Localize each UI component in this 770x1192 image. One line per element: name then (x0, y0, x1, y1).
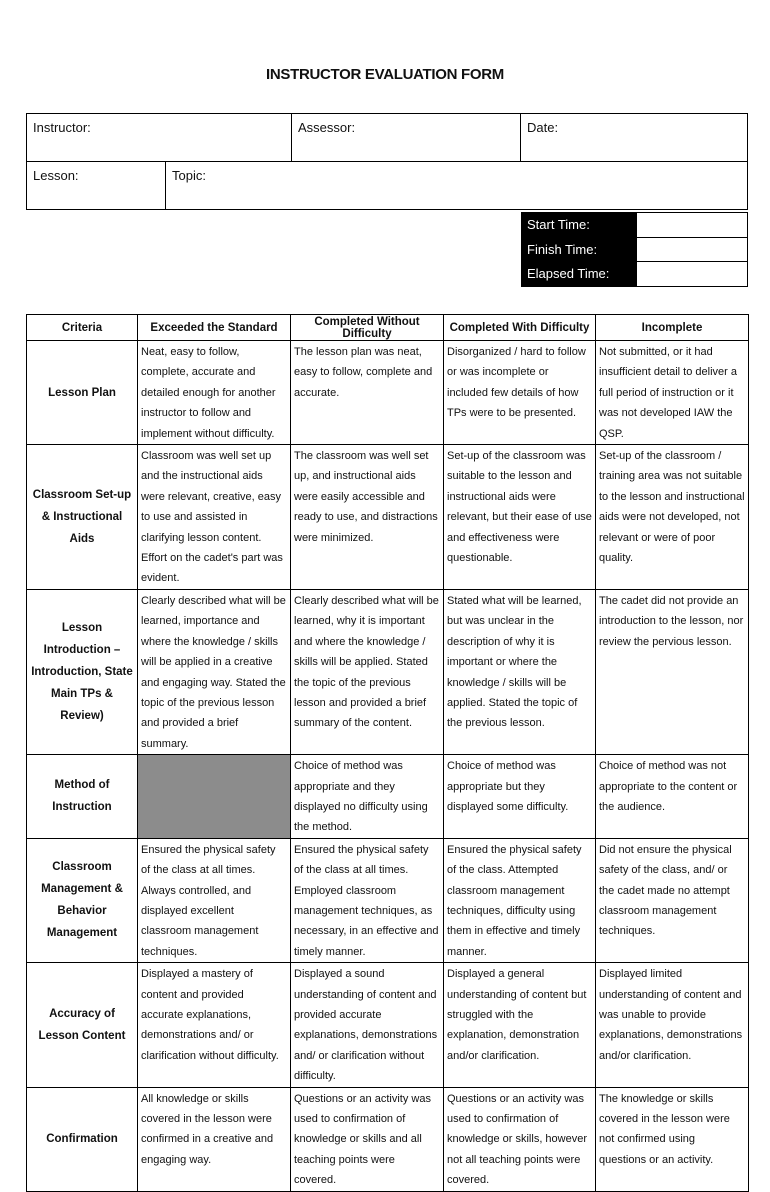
without-difficulty-cell[interactable]: Clearly described what will be learned, why it is important and where the knowledge / skills will be applied. Stated the topic of the previous lesson and provided a brief summary of the content. (291, 589, 444, 754)
date-label: Date: (527, 120, 559, 135)
start-time-label: Start Time: (522, 213, 637, 238)
exceeded-cell[interactable]: Displayed a mastery of content and provided accurate explanations, demonstrations and/ or clarification without difficulty. (138, 963, 291, 1087)
finish-time-label: Finish Time: (522, 237, 637, 262)
incomplete-cell[interactable]: Did not ensure the physical safety of the class, and/ or the cadet made no attempt classroom management techniques. (596, 838, 749, 962)
rubric-row-classroom-management (27, 838, 749, 962)
with-difficulty-cell[interactable]: Set-up of the classroom was suitable to the lesson and instructional aids were relevant, but their ease of use and effectiveness were questionable. (444, 445, 596, 590)
col-with-difficulty: Completed With Difficulty (444, 315, 596, 341)
rubric-row-lesson-introduction (27, 589, 749, 754)
incomplete-cell[interactable]: Choice of method was not appropriate to the content or the audience. (596, 755, 749, 839)
instructor-label: Instructor: (33, 120, 91, 135)
rubric-row-accuracy-of-content (27, 963, 749, 1087)
col-exceeded: Exceeded the Standard (138, 315, 291, 341)
rubric-header-row (27, 315, 749, 341)
col-without-difficulty: Completed Without Difficulty (291, 315, 444, 341)
rubric-row-lesson-plan (27, 341, 749, 445)
lesson-field[interactable] (27, 162, 166, 210)
col-incomplete: Incomplete (596, 315, 749, 341)
with-difficulty-cell[interactable]: Questions or an activity was used to confirmation of knowledge or skills, however not all teaching points were covered. (444, 1087, 596, 1191)
incomplete-cell[interactable]: Not submitted, or it had insufficient detail to deliver a full period of instruction or it was not developed IAW the QSP. (596, 341, 749, 445)
assessor-field[interactable] (292, 114, 521, 162)
rubric-table (26, 314, 749, 1192)
col-criteria: Criteria (27, 315, 138, 341)
with-difficulty-cell[interactable]: Displayed a general understanding of content but struggled with the explanation, demonstration and/or clarification. (444, 963, 596, 1087)
with-difficulty-cell[interactable]: Ensured the physical safety of the class. Attempted classroom management techniques, difficulty using them in effective and timely manner. (444, 838, 596, 962)
without-difficulty-cell[interactable]: Displayed a sound understanding of content and provided accurate explanations, demonstrations and/ or clarification without difficulty. (291, 963, 444, 1087)
without-difficulty-cell[interactable]: Questions or an activity was used to confirmation of knowledge or skills and all teaching points were covered. (291, 1087, 444, 1191)
criteria-cell: Classroom Set-up & Instructional Aids (27, 445, 138, 590)
time-table (521, 212, 748, 287)
date-field[interactable] (521, 114, 748, 162)
elapsed-time-field[interactable] (637, 262, 748, 287)
exceeded-cell[interactable]: Clearly described what will be learned, importance and where the knowledge / skills will be applied in a creative and engaging way. Stated the topic of the previous lesson and provided a brief summary. (138, 589, 291, 754)
criteria-cell: Lesson Plan (27, 341, 138, 445)
exceeded-cell[interactable]: Classroom was well set up and the instructional aids were relevant, creative, easy to use and assisted in clarifying lesson content. Effort on the cadet's part was evident. (138, 445, 291, 590)
exceeded-cell[interactable]: Ensured the physical safety of the class at all times. Always controlled, and displayed excellent classroom management techniques. (138, 838, 291, 962)
incomplete-cell[interactable]: The knowledge or skills covered in the lesson were not confirmed using questions or an activity. (596, 1087, 749, 1191)
with-difficulty-cell[interactable]: Disorganized / hard to follow or was incomplete or included few details of how TPs were to be presented. (444, 341, 596, 445)
without-difficulty-cell[interactable]: Ensured the physical safety of the class at all times. Employed classroom management techniques, as necessary, in an effective and timely manner. (291, 838, 444, 962)
assessor-label: Assessor: (298, 120, 356, 135)
exceeded-cell[interactable]: All knowledge or skills covered in the lesson were confirmed in a creative and engaging way. (138, 1087, 291, 1191)
criteria-cell: Classroom Management & Behavior Management (27, 838, 138, 962)
elapsed-time-label: Elapsed Time: (522, 262, 637, 287)
lesson-label: Lesson: (33, 168, 79, 183)
topic-label: Topic: (172, 168, 206, 183)
criteria-cell: Lesson Introduction – Introduction, State Main TPs & Review) (27, 589, 138, 754)
exceeded-cell-shaded (138, 755, 291, 839)
incomplete-cell[interactable]: The cadet did not provide an introduction to the lesson, nor review the pervious lesson. (596, 589, 749, 754)
with-difficulty-cell[interactable]: Stated what will be learned, but was unclear in the description of why it is important or where the knowledge / skills will be applied. Stated the topic of the previous lesson. (444, 589, 596, 754)
criteria-cell: Method of Instruction (27, 755, 138, 839)
rubric-row-method-of-instruction (27, 755, 749, 839)
form-title: INSTRUCTOR EVALUATION FORM (265, 66, 505, 83)
incomplete-cell[interactable]: Displayed limited understanding of content and was unable to provide explanations, demonstrations and/or clarification. (596, 963, 749, 1087)
with-difficulty-cell[interactable]: Choice of method was appropriate but they displayed some difficulty. (444, 755, 596, 839)
header-table (26, 113, 748, 210)
without-difficulty-cell[interactable]: Choice of method was appropriate and they displayed no difficulty using the method. (291, 755, 444, 839)
instructor-field[interactable] (27, 114, 292, 162)
incomplete-cell[interactable]: Set-up of the classroom / training area was not suitable to the lesson and instructional aids were not developed, not relevant or were of poor quality. (596, 445, 749, 590)
finish-time-field[interactable] (637, 237, 748, 262)
topic-field[interactable] (166, 162, 748, 210)
rubric-row-classroom-setup (27, 445, 749, 590)
without-difficulty-cell[interactable]: The lesson plan was neat, easy to follow, complete and accurate. (291, 341, 444, 445)
start-time-field[interactable] (637, 213, 748, 238)
rubric-row-confirmation (27, 1087, 749, 1191)
criteria-cell: Accuracy of Lesson Content (27, 963, 138, 1087)
criteria-cell: Confirmation (27, 1087, 138, 1191)
exceeded-cell[interactable]: Neat, easy to follow, complete, accurate and detailed enough for another instructor to follow and implement without difficulty. (138, 341, 291, 445)
without-difficulty-cell[interactable]: The classroom was well set up, and instructional aids were easily accessible and ready to use, and distractions were minimized. (291, 445, 444, 590)
